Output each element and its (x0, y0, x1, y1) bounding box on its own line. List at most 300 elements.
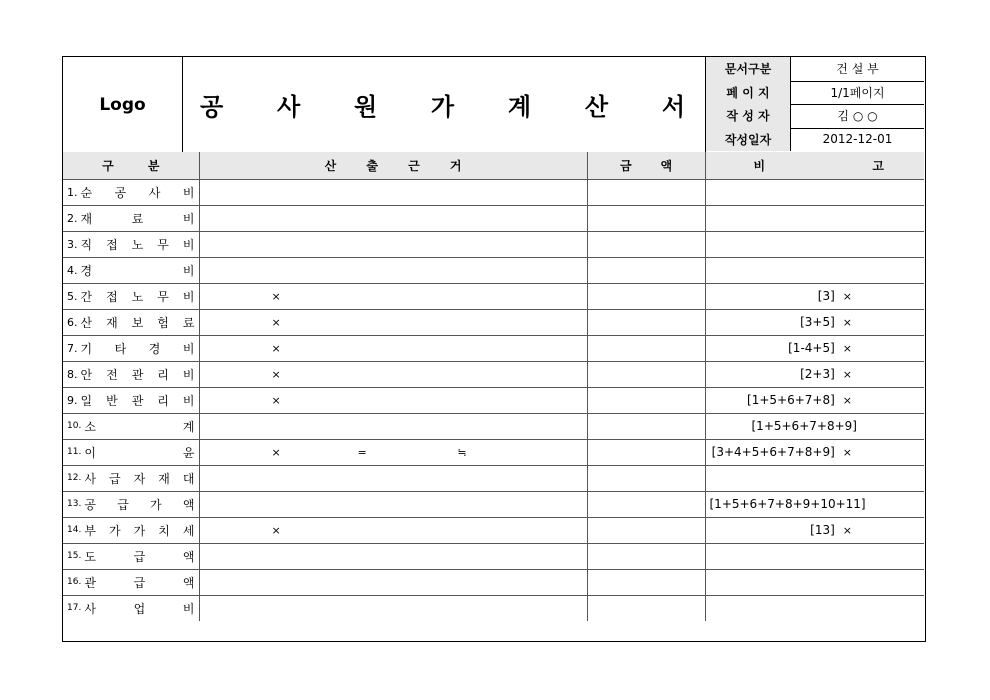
row-label-char: 무 (157, 289, 169, 304)
row-category-label (63, 362, 199, 387)
note-multiplier: × (842, 393, 852, 407)
row-category (63, 387, 199, 413)
row-label-char: 안 (80, 367, 93, 382)
row-label-char: 무 (157, 237, 169, 252)
column-header-category (63, 152, 199, 179)
meta-label: 작 성 자 (706, 104, 791, 128)
row-basis (199, 257, 587, 283)
row-label-char: 접 (106, 237, 118, 252)
table-row (63, 439, 924, 465)
row-amount (587, 361, 705, 387)
row-basis (199, 413, 587, 439)
row-basis (199, 387, 587, 413)
row-note (705, 595, 924, 621)
row-note (705, 309, 924, 335)
row-label-char: 세 (182, 523, 195, 538)
row-label-char: 대 (182, 471, 195, 486)
row-label-char: 기 (80, 341, 93, 356)
row-note-content (706, 284, 925, 309)
row-category (63, 179, 199, 205)
column-header-char: 산 (324, 158, 337, 173)
row-label-char: 공 (114, 185, 127, 200)
row-category-label (63, 544, 199, 569)
row-label-char: 가 (133, 523, 146, 538)
row-label (81, 340, 195, 357)
meta-value: 2012-12-01 (822, 132, 893, 147)
row-note-content (706, 570, 925, 595)
row-label-char: 액 (182, 575, 195, 590)
note-multiplier: × (842, 367, 852, 381)
row-label-char: 경 (148, 341, 161, 356)
note-multiplier: × (842, 315, 852, 329)
row-note (705, 361, 924, 387)
row-label-char: 관 (131, 367, 144, 382)
row-label-char: 비 (182, 393, 195, 408)
row-category-label (63, 206, 199, 231)
row-label-char: 직 (80, 237, 93, 252)
row-label-char: 사 (148, 185, 161, 200)
column-header-char: 근 (408, 158, 420, 173)
row-label-char: 반 (106, 393, 118, 408)
row-number: 10. (67, 421, 82, 431)
row-label-char: 부 (84, 523, 96, 538)
row-category (63, 283, 199, 309)
document-header (63, 57, 924, 153)
row-note-content (706, 362, 925, 387)
row-label-char: 가 (108, 523, 121, 538)
row-category-label (63, 440, 199, 465)
row-label-char: 도 (84, 549, 96, 564)
row-label-char: 급 (117, 497, 129, 512)
column-header-char: 출 (366, 158, 378, 173)
row-label-char: 이 (84, 445, 96, 460)
meta-label: 페 이 지 (706, 81, 791, 105)
column-header-char: 고 (872, 158, 884, 173)
column-header-char: 비 (753, 158, 766, 173)
row-label-char: 료 (131, 211, 144, 226)
row-number: 11. (67, 447, 82, 457)
row-label (84, 600, 194, 617)
meta-value: 건 설 부 (836, 62, 879, 77)
meta-label: 문서구분 (706, 57, 791, 81)
row-label-char: 윤 (182, 445, 195, 460)
document-title (182, 57, 706, 152)
row-number: 13. (67, 499, 82, 509)
row-amount (587, 283, 705, 309)
row-note-content (706, 258, 925, 283)
row-category-label (63, 518, 199, 543)
row-basis (199, 439, 587, 465)
row-label-char: 타 (114, 341, 127, 356)
row-category (63, 361, 199, 387)
row-amount (587, 543, 705, 569)
meta-row (706, 128, 924, 152)
row-category (63, 465, 199, 491)
row-basis-content (200, 206, 587, 231)
row-label-char: 가 (150, 497, 162, 512)
row-note-content (706, 518, 925, 543)
row-number: 2. (67, 211, 78, 225)
row-label (81, 262, 195, 279)
note-formula: [3+4+5+6+7+8+9] (711, 445, 835, 459)
table-row (63, 179, 924, 205)
row-basis-content (200, 284, 587, 309)
row-label-char: 자 (133, 471, 146, 486)
row-number: 14. (67, 525, 82, 535)
row-label-char: 노 (131, 289, 144, 304)
table-row (63, 205, 924, 231)
row-basis (199, 309, 587, 335)
row-number: 7. (67, 341, 78, 355)
row-amount (587, 595, 705, 621)
note-formula: [1+5+6+7+8+9+10+11] (709, 497, 866, 511)
basis-symbol: ≒ (457, 445, 467, 459)
note-formula: [2+3] (800, 367, 835, 381)
row-basis-content (200, 492, 587, 517)
row-amount (587, 517, 705, 543)
table-row (63, 491, 924, 517)
meta-value: 1/1페이지 (830, 85, 885, 100)
row-note (705, 283, 924, 309)
logo: Logo (63, 57, 183, 152)
row-number: 4. (67, 263, 78, 277)
row-label (84, 548, 194, 565)
title-char: 계 (507, 93, 585, 121)
table-row (63, 257, 924, 283)
column-header-char: 거 (449, 158, 462, 173)
row-basis-content (200, 258, 587, 283)
row-category (63, 517, 199, 543)
row-basis-content (200, 310, 587, 335)
row-label-char: 노 (131, 237, 144, 252)
row-label (84, 496, 194, 513)
row-category (63, 335, 199, 361)
note-formula: [3] (817, 289, 835, 303)
row-note (705, 179, 924, 205)
row-category-label (63, 414, 199, 439)
row-label-char: 급 (133, 575, 146, 590)
row-basis-content (200, 544, 587, 569)
row-category (63, 595, 199, 621)
title-char: 산 (584, 93, 662, 121)
row-note (705, 231, 924, 257)
row-number: 17. (67, 603, 82, 614)
table-row (63, 543, 924, 569)
column-header-amount (587, 152, 705, 179)
row-label (84, 522, 194, 539)
row-basis-content (200, 440, 587, 465)
row-basis (199, 231, 587, 257)
row-basis-content (200, 414, 587, 439)
row-category-label (63, 284, 199, 309)
note-formula: [3+5] (800, 315, 835, 329)
row-label-char: 전 (106, 367, 118, 382)
basis-symbol: × (271, 523, 281, 537)
row-note (705, 257, 924, 283)
table-row (63, 517, 924, 543)
row-number: 5. (67, 289, 78, 303)
row-note (705, 439, 924, 465)
basis-symbol: × (271, 315, 281, 329)
row-label-char: 관 (131, 393, 144, 408)
row-basis (199, 491, 587, 517)
note-formula: [13] (810, 523, 835, 537)
row-label (84, 574, 194, 591)
basis-symbol: × (271, 341, 281, 355)
row-label-char: 액 (182, 549, 195, 564)
row-label-char: 업 (133, 601, 146, 616)
meta-value: 김 ○ ○ (837, 109, 878, 124)
note-formula: [1-4+5] (788, 341, 835, 355)
row-amount (587, 413, 705, 439)
row-label (81, 210, 195, 227)
row-category-label (63, 180, 199, 205)
row-note-content (706, 466, 925, 491)
row-label-char: 비 (182, 185, 195, 200)
row-basis (199, 517, 587, 543)
row-category (63, 309, 199, 335)
row-label (81, 236, 195, 253)
row-label-char: 비 (182, 367, 195, 382)
row-amount (587, 257, 705, 283)
row-note (705, 465, 924, 491)
row-category-label (63, 466, 199, 491)
row-basis-content (200, 232, 587, 257)
note-multiplier: × (842, 445, 852, 459)
row-label-char: 사 (84, 601, 96, 616)
row-category (63, 491, 199, 517)
row-label-char: 비 (182, 341, 195, 356)
table-row (63, 387, 924, 413)
column-header-char: 구 (102, 158, 114, 173)
table-header-row (63, 152, 924, 179)
document-meta-table (706, 57, 924, 152)
row-basis (199, 205, 587, 231)
row-basis (199, 465, 587, 491)
row-category (63, 257, 199, 283)
table-row (63, 231, 924, 257)
row-note-content (706, 310, 925, 335)
row-label-char: 비 (182, 289, 195, 304)
row-note (705, 335, 924, 361)
row-label-char: 관 (84, 575, 96, 590)
cost-estimate-sheet (62, 56, 926, 642)
row-category-label (63, 336, 199, 361)
row-basis-content (200, 336, 587, 361)
row-number: 15. (67, 551, 82, 561)
row-label (84, 418, 194, 435)
row-number: 12. (67, 473, 82, 483)
row-note-content (706, 544, 925, 569)
table-row (63, 465, 924, 491)
row-note (705, 413, 924, 439)
row-label (81, 366, 195, 383)
note-formula: [1+5+6+7+8+9] (751, 419, 857, 433)
row-category (63, 231, 199, 257)
row-label-char: 일 (80, 393, 93, 408)
basis-symbol: = (357, 445, 367, 459)
row-amount (587, 309, 705, 335)
row-label-char: 급 (108, 471, 121, 486)
row-category (63, 413, 199, 439)
row-amount (587, 439, 705, 465)
row-label-char: 순 (80, 185, 93, 200)
row-label-char: 비 (182, 237, 195, 252)
title-char: 가 (430, 93, 508, 121)
column-header-char: 액 (660, 158, 673, 173)
row-number: 16. (67, 577, 82, 587)
meta-row (706, 57, 924, 82)
row-note-content (706, 440, 925, 465)
row-label-char: 액 (182, 497, 195, 512)
table-row (63, 413, 924, 439)
row-basis-content (200, 596, 587, 622)
row-basis (199, 595, 587, 621)
row-label-char: 비 (182, 263, 195, 278)
note-multiplier: × (842, 523, 852, 537)
meta-label: 작성일자 (706, 128, 791, 152)
row-basis (199, 361, 587, 387)
row-label-char: 리 (157, 393, 169, 408)
row-note (705, 387, 924, 413)
row-label (84, 470, 194, 487)
row-category (63, 569, 199, 595)
row-basis-content (200, 570, 587, 595)
row-note (705, 517, 924, 543)
row-amount (587, 231, 705, 257)
row-label-char: 보 (131, 315, 144, 330)
row-label-char: 공 (84, 497, 96, 512)
basis-symbol: × (271, 393, 281, 407)
table-row (63, 569, 924, 595)
row-basis (199, 335, 587, 361)
row-basis-content (200, 362, 587, 387)
row-category (63, 439, 199, 465)
title-char: 사 (276, 93, 354, 121)
row-amount (587, 179, 705, 205)
row-label-char: 리 (157, 367, 169, 382)
row-basis-content (200, 518, 587, 543)
table-row (63, 283, 924, 309)
row-basis-content (200, 180, 587, 205)
row-amount (587, 335, 705, 361)
row-category-label (63, 492, 199, 517)
row-label-char: 산 (80, 315, 93, 330)
meta-row (706, 81, 924, 106)
row-amount (587, 569, 705, 595)
row-label-char: 재 (106, 315, 118, 330)
row-category-label (63, 596, 199, 622)
row-label-char: 급 (133, 549, 146, 564)
row-note (705, 569, 924, 595)
row-basis (199, 283, 587, 309)
row-note-content (706, 206, 925, 231)
row-amount (587, 491, 705, 517)
table-row (63, 595, 924, 621)
row-note-content (706, 414, 925, 439)
table-row (63, 309, 924, 335)
row-number: 8. (67, 367, 78, 381)
row-note-content (706, 336, 925, 361)
row-label-char: 치 (158, 523, 170, 538)
note-formula: [1+5+6+7+8] (747, 393, 835, 407)
row-category-label (63, 310, 199, 335)
row-label (81, 184, 195, 201)
row-basis-content (200, 466, 587, 491)
basis-symbol: × (271, 445, 281, 459)
row-number: 3. (67, 237, 78, 251)
row-note (705, 543, 924, 569)
note-multiplier: × (842, 289, 852, 303)
row-number: 1. (67, 185, 78, 199)
row-category-label (63, 258, 199, 283)
title-char: 원 (353, 93, 431, 121)
column-header-basis (199, 152, 587, 179)
meta-row (706, 104, 924, 129)
row-label-char: 재 (158, 471, 170, 486)
row-label-char: 험 (157, 315, 169, 330)
row-note-content (706, 492, 925, 517)
row-category-label (63, 232, 199, 257)
title-char: 공 (200, 93, 277, 121)
row-note-content (706, 180, 925, 205)
row-category-label (63, 388, 199, 413)
row-category (63, 543, 199, 569)
row-label-char: 비 (182, 601, 195, 616)
row-category (63, 205, 199, 231)
row-label-char: 간 (80, 289, 93, 304)
row-basis-content (200, 388, 587, 413)
row-note-content (706, 388, 925, 413)
row-label (84, 444, 194, 461)
row-note-content (706, 232, 925, 257)
note-multiplier: × (842, 341, 852, 355)
row-note (705, 491, 924, 517)
row-label-char: 재 (80, 211, 93, 226)
cost-table (63, 152, 924, 621)
column-header-char: 금 (619, 158, 632, 173)
row-label (81, 392, 195, 409)
row-basis (199, 569, 587, 595)
row-basis (199, 179, 587, 205)
table-row (63, 361, 924, 387)
row-label-char: 계 (182, 419, 195, 434)
row-amount (587, 205, 705, 231)
row-number: 6. (67, 315, 78, 329)
row-label-char: 료 (182, 315, 195, 330)
row-category-label (63, 570, 199, 595)
row-label (81, 288, 195, 305)
row-note-content (706, 596, 925, 622)
row-label (81, 314, 195, 331)
column-header-char: 분 (147, 158, 160, 173)
row-note (705, 205, 924, 231)
row-amount (587, 387, 705, 413)
row-label-char: 소 (84, 419, 96, 434)
title-char: 서 (661, 93, 687, 121)
column-header-note (705, 152, 924, 179)
row-label-char: 사 (84, 471, 96, 486)
basis-symbol: × (271, 367, 281, 381)
row-basis (199, 543, 587, 569)
row-number: 9. (67, 393, 78, 407)
row-amount (587, 465, 705, 491)
row-label-char: 경 (80, 263, 93, 278)
basis-symbol: × (271, 289, 281, 303)
row-label-char: 접 (106, 289, 118, 304)
table-row (63, 335, 924, 361)
row-label-char: 비 (182, 211, 195, 226)
